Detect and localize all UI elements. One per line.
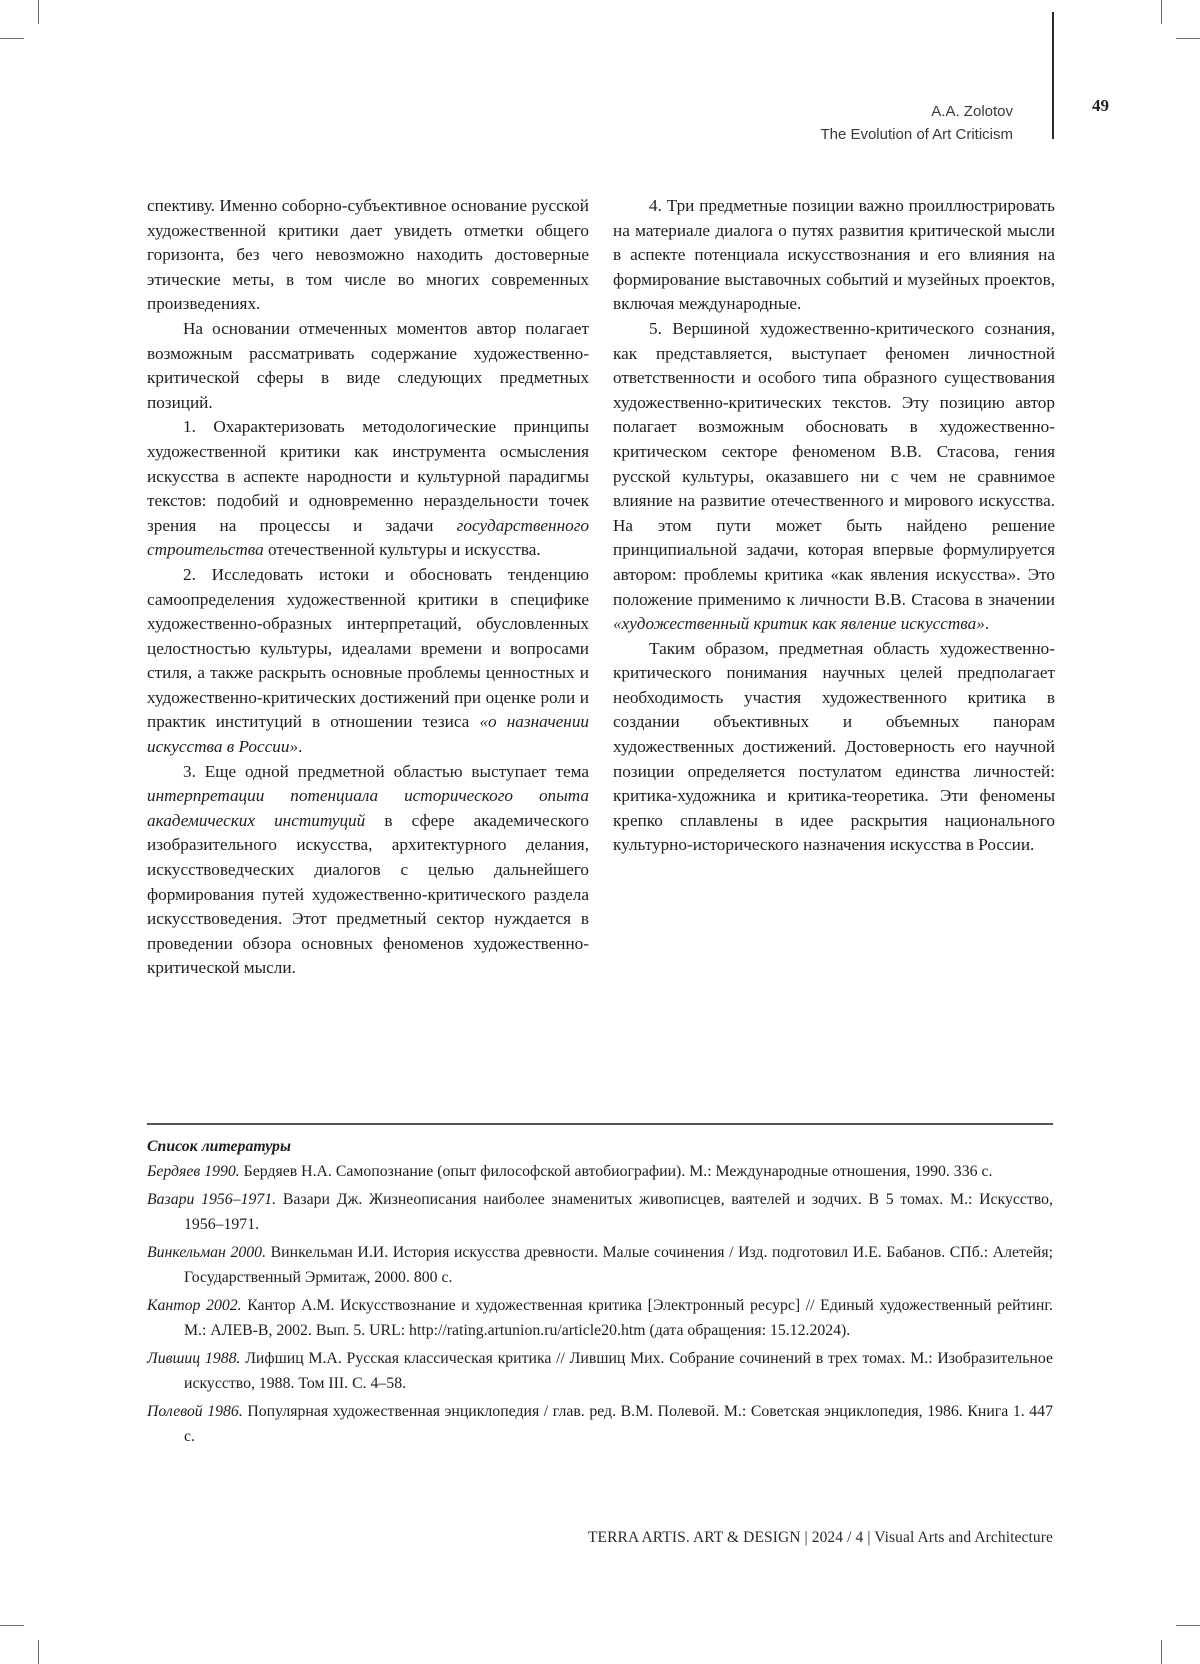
reference-key: Лившиц 1988.: [147, 1350, 241, 1367]
paragraph: 4. Три предметные позиции важно проиллюстрировать на материале диалога о путях развития критической мысли в аспекте потенциала искусствознания и его влияния на формирование выставочных событий и музейных проектов, включая международные.: [613, 196, 1055, 314]
right-column: [613, 194, 1055, 858]
reference-item: [147, 1160, 1053, 1185]
crop-mark: [1161, 0, 1162, 24]
crop-mark: [38, 1640, 39, 1664]
crop-mark: [1176, 1625, 1200, 1626]
references-title: Список литературы: [147, 1138, 291, 1155]
running-header: [613, 100, 1013, 146]
reference-item: [147, 1188, 1053, 1237]
crop-mark: [0, 38, 24, 39]
emphasis-text: интерпретации потенциала исторического опыта академических институций: [147, 786, 589, 830]
paragraph-text: .: [298, 737, 303, 757]
paragraph: [147, 415, 589, 563]
reference-item: [147, 1400, 1053, 1449]
paragraph-text: 2. Исследовать истоки и обосновать тенденцию самоопределения художественной критики в специфике художественно-образных интерпретаций, обусловленных целостностью культуры, идеалами времени и вопросами стиля, а также раскрыть основные проблемы ценностных и художественно-критических достижений при оценке роли и практик институций в отношении тезиса: [147, 564, 589, 732]
reference-text: Кантор А.М. Искусствознание и художественная критика [Электронный ресурс] // Единый художественный рейтинг. М.: АЛЕВ-В, 2002. Вып. 5. URL: http://rating.artunion.ru/article20.htm (дата обращения: 15.12.2024).: [184, 1297, 1053, 1339]
reference-item: [147, 1347, 1053, 1396]
emphasis-text: «о назначении искусства в России»: [147, 712, 590, 757]
paragraph-text: 1. Охарактеризовать методологические принципы художественной критики как инструмента осмысления искусства в аспекте народности и культурной парадигмы текстов: подобий и одновременно нераздельности точек зрения на процессы и задачи: [147, 417, 589, 535]
reference-item: [147, 1241, 1053, 1290]
reference-key: Кантор 2002.: [147, 1297, 242, 1314]
crop-mark: [1176, 38, 1200, 39]
paragraph-text: 5. Вершиной художественно-критического сознания, как представляется, выступает феномен личностной ответственности и особого типа образного существования художественно-критических текстов. Эту позицию автор полагает возможным обосновать в художественно-критическом секторе феноменом В.В. Стасова, гения русской культуры, оказавшего ни с чем не сравнимое влияние на развитие отечественного и мирового искусства. На этом пути может быть найдено решение принципиальной задачи, которая впервые формулируется автором: проблемы критика «как явления искусства». Это положение применимо к личности В.В. Стасова в значении: [613, 318, 1055, 609]
paragraph: Таким образом, предметная область художественно-критического понимания научных целей предполагает необходимость участия художественного критика в создании объективных и объемных панорам художественных достижений. Достоверность его научной позиции определяется постулатом единства личностей: критика-художника и критика-теоретика. Эти феномены крепко сплавлены в идее раскрытия национального культурно-исторического назначения искусства в России.: [613, 638, 1055, 855]
header-author: A.A. Zolotov: [931, 103, 1013, 120]
crop-mark: [1161, 1640, 1162, 1664]
reference-key: Вазари 1956–1971.: [147, 1191, 277, 1208]
paragraph-text: 3. Еще одной предметной областью выступает тема: [183, 761, 589, 781]
reference-text: Популярная художественная энциклопедия / глав. ред. В.М. Полевой. М.: Советская энциклопедия, 1986. Книга 1. 447 с.: [184, 1403, 1053, 1445]
header-article-title: The Evolution of Art Criticism: [820, 126, 1013, 143]
paragraph-text: отечественной культуры и искусства.: [263, 540, 541, 560]
reference-item: [147, 1294, 1053, 1343]
reference-text: Бердяев Н.А. Самопознание (опыт философской автобиографии). М.: Международные отношения, 1990. 336 с.: [239, 1162, 993, 1180]
reference-text: Лифшиц М.А. Русская классическая критика // Лившиц Мих. Собрание сочинений в трех томах. М.: Изобразительное искусство, 1988. Том III. С. 4–58.: [184, 1350, 1053, 1392]
emphasis-text: государственного строительства: [147, 515, 589, 560]
references-divider: [147, 1123, 1053, 1125]
paragraph: спективу. Именно соборно-субъективное основание русской художественной критики дает увидеть отметки общего горизонта, без чего невозможно находить достоверные этические меты, в том числе во многих современных произведениях.: [147, 196, 589, 314]
references-section: [147, 1135, 1053, 1453]
paragraph-text: в сфере академического изобразительного искусства, архитектурного делания, искусствоведческих диалогов с целью дальнейшего формирования путей художественно-критического раздела искусствоведения. Этот предметный сектор нуждается в проведении обзора основных феноменов художественно-критической мысли.: [147, 810, 590, 978]
crop-mark: [0, 1625, 24, 1626]
paragraph: На основании отмеченных моментов автор полагает возможным рассматривать содержание художественно-критической сферы в виде следующих предметных позиций.: [147, 318, 589, 412]
paragraph: [147, 760, 589, 981]
reference-text: Вазари Дж. Жизнеописания наиболее знаменитых живописцев, ваятелей и зодчих. В 5 томах. М.: Искусство, 1956–1971.: [184, 1191, 1053, 1233]
page-number: 49: [1092, 96, 1109, 115]
reference-key: Винкельман 2000.: [147, 1244, 267, 1261]
header-divider: [1052, 12, 1054, 139]
paragraph: [613, 317, 1055, 637]
reference-key: Бердяев 1990.: [147, 1162, 240, 1180]
emphasis-text: «художественный критик как явление искусства»: [613, 614, 985, 634]
crop-mark: [38, 0, 39, 24]
journal-footer: TERRA ARTIS. ART & DESIGN | 2024 / 4 | Visual Arts and Architecture: [587, 1529, 1053, 1546]
left-column: [147, 194, 589, 981]
reference-key: Полевой 1986.: [147, 1403, 243, 1420]
reference-text: Винкельман И.И. История искусства древности. Малые сочинения / Изд. подготовил И.Е. Бабанов. СПб.: Алетейя; Государственный Эрмитаж, 2000. 800 с.: [184, 1244, 1054, 1286]
paragraph-text: .: [984, 614, 990, 634]
paragraph: [147, 563, 589, 760]
